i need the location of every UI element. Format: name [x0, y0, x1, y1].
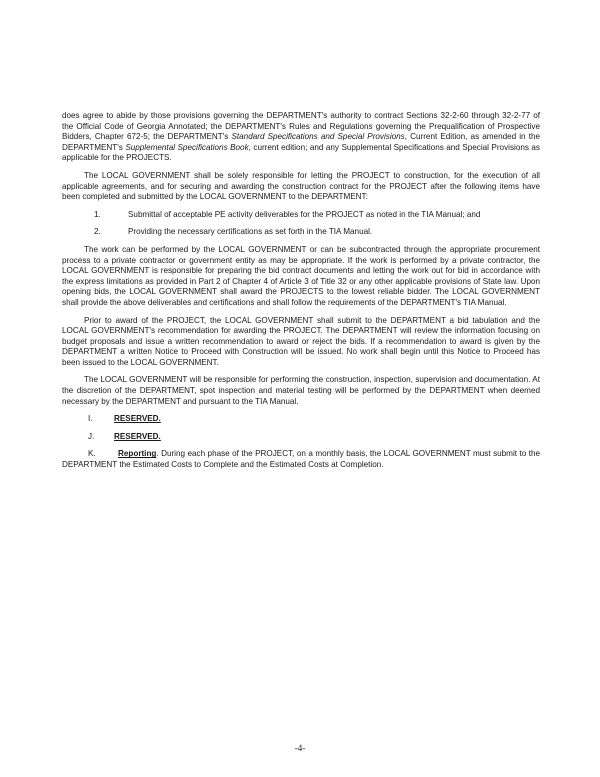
list-text: Providing the necessary certifications as set forth in the TIA Manual.	[128, 227, 373, 237]
paragraph-text: does agree to abide by those provisions governing the DEPARTMENT's authority to contract Sections 32-2-60 through 32-2-77 of the Official Code of Georgia Annotated; the DEPARTMENT's Rules and Regulations governing the Prequalification of Prospective Bidders, Chapter 672-5; the DEPARTMENT's	[62, 111, 540, 142]
section-title: RESERVED.	[114, 414, 161, 424]
paragraph-letting-responsibility: The LOCAL GOVERNMENT shall be solely responsible for letting the PROJECT to construction, for the execution of all applicable agreements, and for securing and awarding the construction contract for the PROJECT after the following items have been completed and submitted by the LOCAL GOVERNMENT to the DEPARTMENT:	[62, 170, 540, 202]
section-j	[62, 432, 540, 443]
list-item	[62, 210, 540, 221]
section-letter: K.	[88, 449, 96, 459]
paragraph-bid-award: Prior to award of the PROJECT, the LOCAL GOVERNMENT shall submit to the DEPARTMENT a bid tabulation and the LOCAL GOVERNMENT's recommendation for awarding the PROJECT. The DEPARTMENT will review the information focusing on budget proposals and issue a written recommendation to award or reject the bids. If a recommendation to award is given by the DEPARTMENT a written Notice to Proceed with Construction will be issued. No work shall begin until this Notice to Proceed has been issued to the LOCAL GOVERNMENT.	[62, 315, 540, 367]
section-k-reporting	[62, 449, 540, 470]
italic-title-standard-specifications: Standard Specifications and Special Provisions	[231, 132, 405, 142]
italic-title-supplemental-specifications: Supplemental Specifications Book	[125, 142, 249, 152]
paragraph-contract-provisions	[62, 111, 540, 164]
section-letter: I.	[88, 414, 93, 424]
section-i	[62, 414, 540, 425]
paragraph-work-performance: The work can be performed by the LOCAL GOVERNMENT or can be subcontracted through the appropriate procurement process to a private contractor or government entity as may be appropriate. If the work is performed by a private contractor, the LOCAL GOVERNMENT is responsible for preparing the bid contract documents and letting the work out for bid in accordance with the express limitations as provided in Part 2 of Chapter 4 of Article 3 of Title 32 or any other applicable provisions of State law. Upon opening bids, the LOCAL GOVERNMENT shall award the PROJECTS to the lowest reliable bidder. The LOCAL GOVERNMENT shall provide the above deliverables and certifications and shall follow the requirements of the DEPARTMENT's TIA Manual.	[62, 244, 540, 307]
page-number: -4-	[294, 743, 306, 753]
section-title: RESERVED.	[114, 431, 161, 441]
paragraph-text: , current edition; and any Supplemental Specifications and Special Provisions as applicable for the PROJECTS.	[62, 142, 540, 163]
document-body	[62, 111, 540, 478]
section-text: . During each phase of the PROJECT, on a monthly basis, the LOCAL GOVERNMENT must submit to the DEPARTMENT the Estimated Costs to Complete and the Estimated Costs at Completion.	[62, 449, 540, 470]
list-item	[62, 227, 540, 238]
list-number: 1.	[94, 209, 101, 219]
list-text: Submittal of acceptable PE activity deliverables for the PROJECT as noted in the TIA Manual; and	[128, 209, 481, 219]
section-title: Reporting	[118, 449, 157, 459]
section-letter: J.	[88, 431, 95, 441]
paragraph-construction-inspection: The LOCAL GOVERNMENT will be responsible for performing the construction, inspection, supervision and documentation. At the discretion of the DEPARTMENT, spot inspection and material testing will be performed by the DEPARTMENT when deemed necessary by the DEPARTMENT and pursuant to the TIA Manual.	[62, 375, 540, 406]
list-number: 2.	[94, 227, 101, 237]
paragraph-text: , Current Edition, as amended in the DEPARTMENT's	[62, 132, 540, 152]
